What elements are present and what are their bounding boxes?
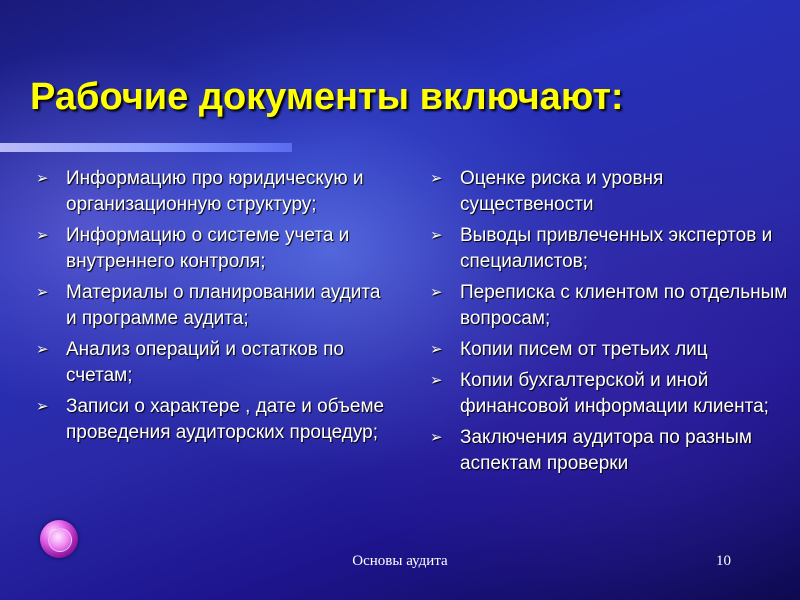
list-item-text: Копии бухгалтерской и иной финансовой информации клиента; [460,370,769,417]
arrow-bullet-icon: ➢ [430,429,443,446]
slide-title: Рабочие документы включают: [30,76,624,118]
action-button-inner [48,528,72,552]
list-item-text: Материалы о планировании аудита и программе аудита; [66,282,381,329]
page-number: 10 [716,553,731,569]
list-item-text: Заключения аудитора по разным аспектам проверки [460,427,752,474]
title-underline-bar [0,143,292,152]
list-item-text: Оценке риска и уровня существености [460,168,664,215]
list-item-text: Информацию о системе учета и внутреннего контроля; [66,225,350,272]
arrow-bullet-icon: ➢ [36,227,49,244]
list-item-text: Переписка с клиентом по отдельным вопросам; [460,282,788,329]
list-item-text: Информацию про юридическую и организационную структуру; [66,168,364,215]
list-item [36,394,386,446]
arrow-bullet-icon: ➢ [36,341,49,358]
right-bullet-list [430,166,790,482]
left-bullet-list [36,166,386,451]
list-item-text: Анализ операций и остатков по счетам; [66,339,344,386]
list-item [430,368,790,420]
list-item [430,223,790,275]
arrow-bullet-icon: ➢ [430,341,443,358]
list-item [430,166,790,218]
arrow-bullet-icon: ➢ [430,170,443,187]
footer-text: Основы аудита [352,553,448,569]
list-item-text: Записи о характере , дате и объеме проведения аудиторских процедур; [66,396,385,443]
arrow-bullet-icon: ➢ [430,372,443,389]
arrow-bullet-icon: ➢ [36,284,49,301]
arrow-bullet-icon: ➢ [430,227,443,244]
list-item [36,166,386,218]
list-item-text: Копии писем от третьих лиц [460,339,708,360]
list-item [36,223,386,275]
arrow-bullet-icon: ➢ [36,398,49,415]
list-item [430,425,790,477]
arrow-bullet-icon: ➢ [36,170,49,187]
list-item [430,337,790,363]
list-item [36,337,386,389]
list-item [430,280,790,332]
arrow-bullet-icon: ➢ [430,284,443,301]
list-item-text: Выводы привлеченных экспертов и специалистов; [460,225,773,272]
list-item [36,280,386,332]
